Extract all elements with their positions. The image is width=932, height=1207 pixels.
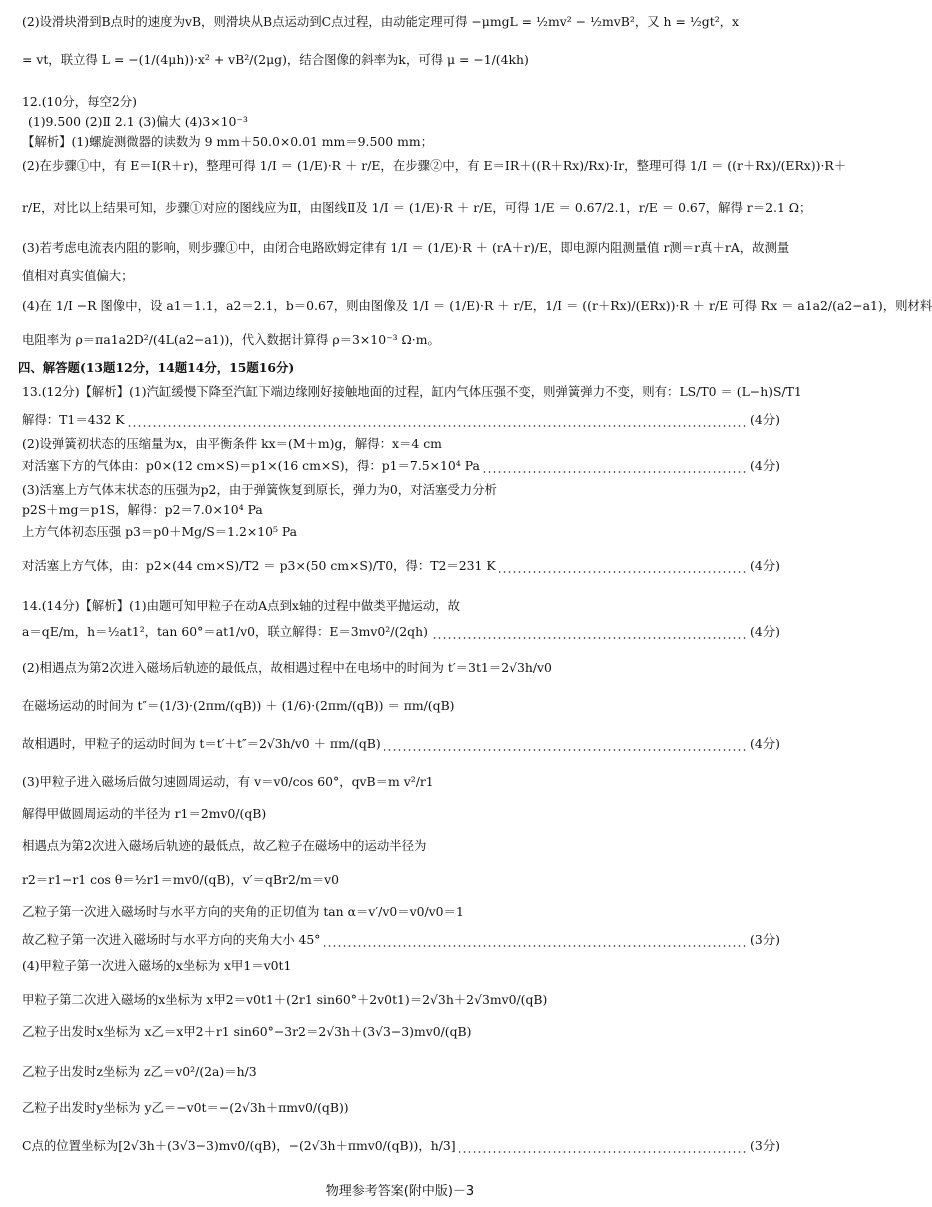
text-line <box>22 134 780 150</box>
line-text: 甲粒子第二次进入磁场的x坐标为 x甲2＝v0t1＋(2r1 sin60°＋2v0t1)＝2√3h＋2√3mv0/(qB) <box>22 992 548 1007</box>
text-line <box>22 838 780 854</box>
line-text: a＝qE/m，h＝½at1²，tan 60°＝at1/v0，联立解得：E＝3mv0²/(2qh) <box>22 624 431 639</box>
text-line <box>22 806 780 822</box>
text-line <box>18 360 776 376</box>
line-text: r2＝r1−r1 cos θ＝½r1＝mv0/(qB)，v′＝qBr2/m＝v0 <box>22 872 340 887</box>
line-text: r/E，对比以上结果可知，步骤①对应的图线应为Ⅱ，由图线Ⅱ及 1/I ＝ (1/E)·R ＋ r/E，可得 1/E ＝ 0.67/2.1，r/E ＝ 0.67，解得 r＝2.1 Ω； <box>22 200 812 215</box>
text-line <box>22 1064 780 1080</box>
line-text: (3)若考虑电流表内阻的影响，则步骤①中，由闭合电路欧姆定律有 1/I ＝ (1/E)·R ＋ (rA＋r)/E，即电源内阻测量值 r测＝r真＋rA，故测量 <box>22 240 790 255</box>
text-line <box>22 660 780 676</box>
text-line <box>28 114 780 130</box>
line-text: 故相遇时，甲粒子的运动时间为 t＝t′＋t″＝2√3h/v0 ＋ πm/(qB) <box>22 736 384 751</box>
page-footer: 物理参考答案(附中版)－3 <box>325 1184 475 1199</box>
line-text: 四、解答题(13题12分，14题14分，15题16分) <box>18 360 295 375</box>
text-line <box>22 598 780 614</box>
line-text: (2)设弹簧初状态的压缩量为x，由平衡条件 kx＝(M＋m)g，解得：x＝4 cm <box>22 436 442 451</box>
line-text: 乙粒子出发时x坐标为 x乙＝x甲2＋r1 sin60°−3r2＝2√3h＋(3√3−3)mv0/(qB) <box>22 1024 472 1039</box>
text-line <box>22 14 780 30</box>
line-text: (2)设滑块滑到B点时的速度为vB，则滑块从B点运动到C点过程，由动能定理可得 −μmgL = ½mv² − ½mvB²，又 h = ½gt²，x <box>22 14 740 29</box>
text-line <box>22 52 780 68</box>
text-line <box>22 958 780 974</box>
text-line <box>22 200 812 216</box>
text-line <box>22 412 780 428</box>
text-line <box>22 932 780 948</box>
text-line <box>22 1100 780 1116</box>
line-text: 在磁场运动的时间为 t″＝(1/3)·(2πm/(qB)) ＋ (1/6)·(2πm/(qB)) ＝ πm/(qB) <box>22 698 455 713</box>
line-text: 值相对真实值偏大； <box>22 268 134 283</box>
text-line <box>22 736 780 752</box>
line-text: (3)活塞上方气体末状态的压强为p2，由于弹簧恢复到原长，弹力为0，对活塞受力分析 <box>22 482 497 497</box>
score-label: (4分) <box>746 558 780 574</box>
text-line <box>22 502 780 518</box>
line-text: (4)甲粒子第一次进入磁场的x坐标为 x甲1＝v0t1 <box>22 958 292 973</box>
line-text: 相遇点为第2次进入磁场后轨迹的最低点，故乙粒子在磁场中的运动半径为 <box>22 838 427 853</box>
line-text: 解得甲做圆周运动的半径为 r1＝2mv0/(qB) <box>22 806 267 821</box>
text-line <box>22 332 780 348</box>
line-text: 13.(12分)【解析】(1)汽缸缓慢下降至汽缸下端边缘刚好接触地面的过程，缸内气体压强不变，则弹簧弹力不变，则有：LS/T0 ＝ (L−h)S/T1 <box>22 384 802 399</box>
text-line <box>22 904 780 920</box>
line-text: 对活塞上方气体，由：p2×(44 cm×S)/T2 ＝ p3×(50 cm×S)/T0，得：T2＝231 K <box>22 558 499 573</box>
text-line <box>22 436 780 452</box>
score-label: (3分) <box>746 932 780 948</box>
line-text: 乙粒子出发时z坐标为 z乙＝v0²/(2a)＝h/3 <box>22 1064 257 1079</box>
line-text: 乙粒子出发时y坐标为 y乙＝−v0t＝−(2√3h＋πmv0/(qB)) <box>22 1100 349 1115</box>
score-label: (3分) <box>746 1138 780 1154</box>
line-text: 12.(10分，每空2分) <box>22 94 137 109</box>
line-text: 乙粒子第一次进入磁场时与水平方向的夹角的正切值为 tan α＝v′/v0＝v0/v0＝1 <box>22 904 464 919</box>
text-line <box>22 1138 780 1154</box>
line-text: C点的位置坐标为[2√3h＋(3√3−3)mv0/(qB)，−(2√3h＋πmv0/(qB))，h/3] <box>22 1138 459 1153</box>
text-line <box>22 774 780 790</box>
score-label: (4分) <box>746 458 780 474</box>
line-text: (3)甲粒子进入磁场后做匀速圆周运动，有 v＝v0/cos 60°，qvB＝m v²/r1 <box>22 774 434 789</box>
line-text: (2)在步骤①中，有 E＝I(R＋r)，整理可得 1/I ＝ (1/E)·R ＋ r/E，在步骤②中，有 E＝IR＋((R＋Rx)/Rx)·Ir，整理可得 1/I ＝ ((r＋Rx)/(ERx))·R＋ <box>22 158 847 173</box>
line-text: 14.(14分)【解析】(1)由题可知甲粒子在动A点到x轴的过程中做类平抛运动，故 <box>22 598 460 613</box>
text-line <box>22 158 847 174</box>
text-line <box>22 482 780 498</box>
text-line <box>22 240 790 256</box>
text-line <box>22 698 780 714</box>
score-label: (4分) <box>746 736 780 752</box>
line-text: (1)9.500 (2)Ⅱ 2.1 (3)偏大 (4)3×10⁻³ <box>28 114 248 129</box>
score-label: (4分) <box>746 624 780 640</box>
line-text: 对活塞下方的气体由：p0×(12 cm×S)＝p1×(16 cm×S)，得：p1＝7.5×10⁴ Pa <box>22 458 483 473</box>
line-text: 电阻率为 ρ＝πa1a2D²/(4L(a2−a1))，代入数据计算得 ρ＝3×10⁻³ Ω·m。 <box>22 332 440 347</box>
score-label: (4分) <box>746 412 780 428</box>
line-text: p2S＋mg＝p1S，解得：p2＝7.0×10⁴ Pa <box>22 502 263 517</box>
text-line <box>22 384 802 400</box>
line-text: 故乙粒子第一次进入磁场时与水平方向的夹角大小 45° <box>22 932 324 947</box>
text-line <box>22 524 780 540</box>
line-text: = vt，联立得 L = −(1/(4μh))·x² + vB²/(2μg)，结合图像的斜率为k，可得 μ = −1/(4kh) <box>22 52 529 67</box>
line-text: 上方气体初态压强 p3＝p0＋Mg/S＝1.2×10⁵ Pa <box>22 524 298 539</box>
text-line <box>22 1024 780 1040</box>
text-line <box>22 872 780 888</box>
text-line <box>22 624 780 640</box>
text-line <box>22 458 780 474</box>
text-line <box>22 558 780 574</box>
text-line <box>22 94 780 110</box>
line-text: (2)相遇点为第2次进入磁场后轨迹的最低点，故相遇过程中在电场中的时间为 t′＝3t1＝2√3h/v0 <box>22 660 552 675</box>
text-line <box>22 268 780 284</box>
text-line <box>22 992 780 1008</box>
line-text: 【解析】(1)螺旋测微器的读数为 9 mm＋50.0×0.01 mm＝9.500 mm； <box>22 134 433 149</box>
line-text: (4)在 1/I −R 图像中，设 a1＝1.1，a2＝2.1，b＝0.67，则由图像及 1/I ＝ (1/E)·R ＋ r/E，1/I ＝ ((r＋Rx)/(ERx))·R ＋ r/E 可得 Rx ＝ a1a2/(a2−a1)，则材料 <box>22 298 932 313</box>
text-line <box>22 298 932 314</box>
line-text: 解得：T1＝432 K <box>22 412 128 427</box>
